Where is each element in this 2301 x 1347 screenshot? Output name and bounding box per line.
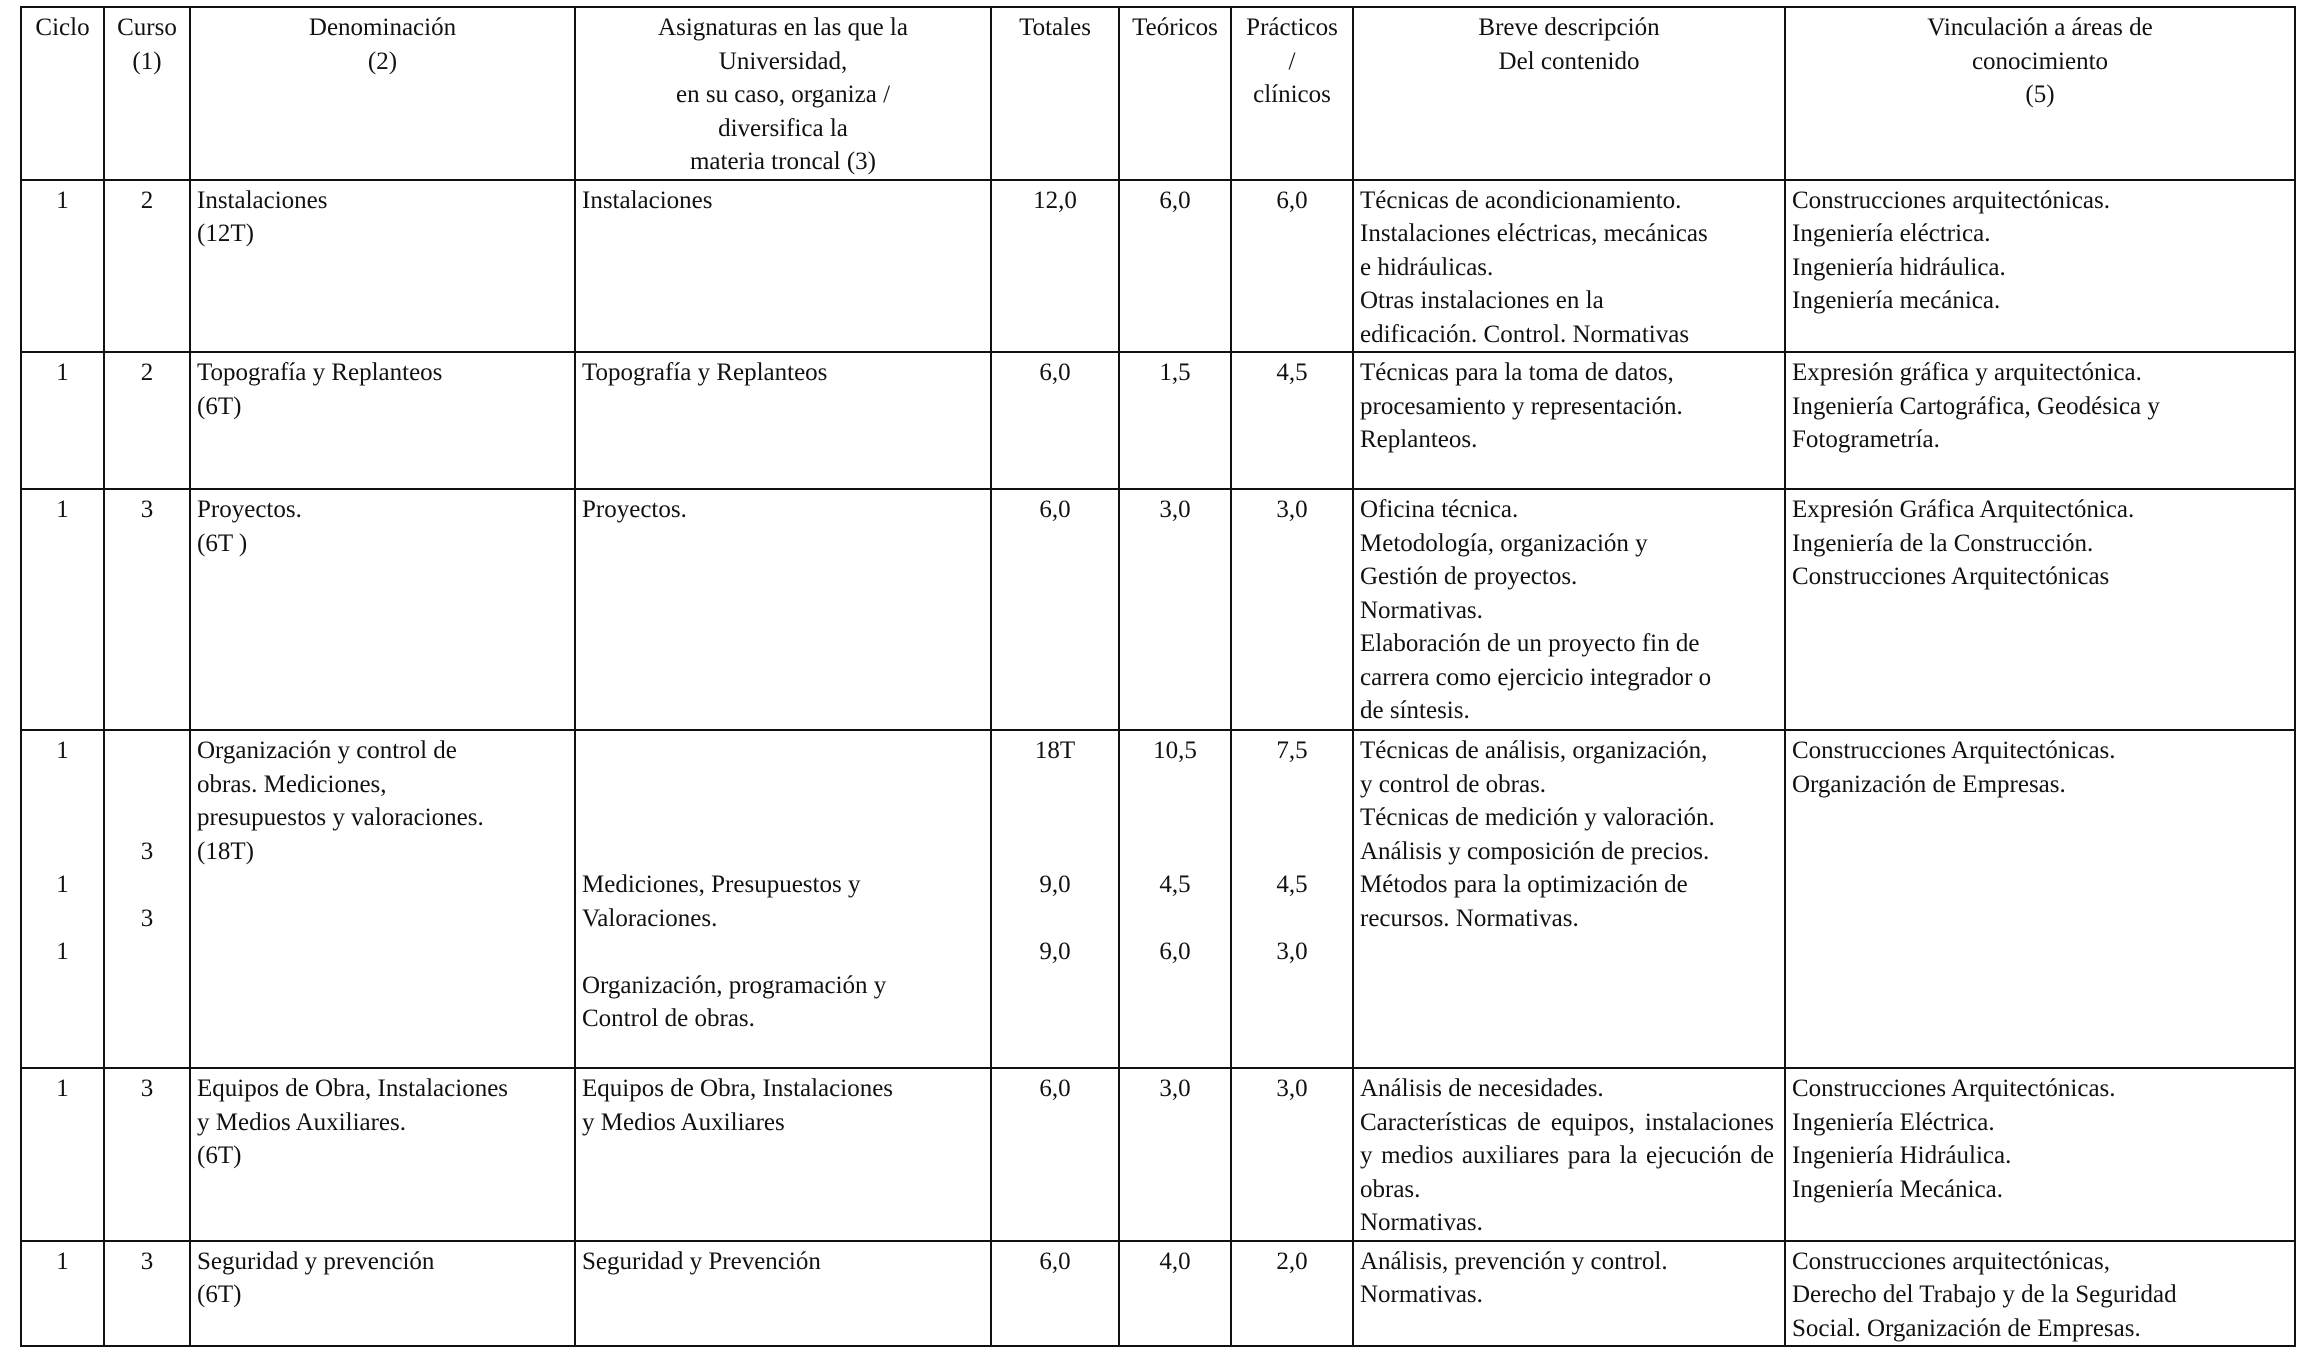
- cell-totales: 6,0: [991, 1068, 1119, 1241]
- header-totales: Totales: [991, 7, 1119, 180]
- cell-teoricos: 3,0: [1119, 1068, 1231, 1241]
- cell-denominacion: Proyectos. (6T ): [190, 489, 575, 730]
- cell-denominacion: Equipos de Obra, Instalaciones y Medios Auxiliares. (6T): [190, 1068, 575, 1241]
- table-row: [21, 730, 2295, 1068]
- cell-denominacion: Instalaciones (12T): [190, 180, 575, 353]
- cell-ciclo: 1: [21, 180, 104, 353]
- cell-descripcion: Oficina técnica. Metodología, organización y Gestión de proyectos. Normativas. Elaboración de un proyecto fin de carrera como ejercicio integrador o de síntesis.: [1353, 489, 1785, 730]
- cell-teoricos: 1,5: [1119, 352, 1231, 489]
- cell-vinculacion: Construcciones Arquitectónicas. Organización de Empresas.: [1785, 730, 2295, 1068]
- cell-totales: 18T 9,0 9,0: [991, 730, 1119, 1068]
- cell-ciclo: 1: [21, 1241, 104, 1347]
- cell-vinculacion: Construcciones Arquitectónicas. Ingeniería Eléctrica. Ingeniería Hidráulica. Ingeniería Mecánica.: [1785, 1068, 2295, 1241]
- materias-troncales-table: [20, 6, 2296, 1347]
- table-row: [21, 1241, 2295, 1347]
- cell-denominacion: Seguridad y prevención (6T): [190, 1241, 575, 1347]
- cell-asignaturas: Equipos de Obra, Instalaciones y Medios Auxiliares: [575, 1068, 991, 1241]
- cell-curso: 3: [104, 1068, 190, 1241]
- cell-asignaturas: Mediciones, Presupuestos y Valoraciones. Organización, programación y Control de obras.: [575, 730, 991, 1068]
- cell-denominacion: Topografía y Replanteos (6T): [190, 352, 575, 489]
- cell-practicos: 4,5: [1231, 352, 1353, 489]
- cell-teoricos: 3,0: [1119, 489, 1231, 730]
- cell-totales: 12,0: [991, 180, 1119, 353]
- cell-teoricos: 6,0: [1119, 180, 1231, 353]
- cell-asignaturas: Instalaciones: [575, 180, 991, 353]
- cell-curso: 3: [104, 489, 190, 730]
- cell-vinculacion: Construcciones arquitectónicas. Ingeniería eléctrica. Ingeniería hidráulica. Ingeniería mecánica.: [1785, 180, 2295, 353]
- cell-descripcion: Análisis de necesidades. Características de equipos, instalaciones y medios auxiliares para la ejecución de obras. Normativas.: [1353, 1068, 1785, 1241]
- cell-curso: 2: [104, 352, 190, 489]
- cell-curso: 2: [104, 180, 190, 353]
- table-row: [21, 352, 2295, 489]
- cell-practicos: 7,5 4,5 3,0: [1231, 730, 1353, 1068]
- header-practicos: Prácticos / clínicos: [1231, 7, 1353, 180]
- header-curso: Curso (1): [104, 7, 190, 180]
- cell-practicos: 6,0: [1231, 180, 1353, 353]
- cell-ciclo: 1 1 1: [21, 730, 104, 1068]
- cell-totales: 6,0: [991, 1241, 1119, 1347]
- cell-teoricos: 4,0: [1119, 1241, 1231, 1347]
- header-row: [21, 7, 2295, 180]
- table-row: [21, 489, 2295, 730]
- cell-vinculacion: Expresión gráfica y arquitectónica. Ingeniería Cartográfica, Geodésica y Fotogrametría.: [1785, 352, 2295, 489]
- header-teoricos: Teóricos: [1119, 7, 1231, 180]
- cell-totales: 6,0: [991, 352, 1119, 489]
- header-vinculacion: Vinculación a áreas de conocimiento (5): [1785, 7, 2295, 180]
- cell-asignaturas: Proyectos.: [575, 489, 991, 730]
- cell-teoricos: 10,5 4,5 6,0: [1119, 730, 1231, 1068]
- cell-vinculacion: Construcciones arquitectónicas, Derecho del Trabajo y de la Seguridad Social. Organización de Empresas.: [1785, 1241, 2295, 1347]
- header-descripcion: Breve descripción Del contenido: [1353, 7, 1785, 180]
- cell-curso: 3: [104, 1241, 190, 1347]
- header-ciclo: Ciclo: [21, 7, 104, 180]
- header-asignaturas: Asignaturas en las que la Universidad, en su caso, organiza / diversifica la materia troncal (3): [575, 7, 991, 180]
- cell-practicos: 2,0: [1231, 1241, 1353, 1347]
- cell-practicos: 3,0: [1231, 1068, 1353, 1241]
- cell-ciclo: 1: [21, 489, 104, 730]
- table-row: [21, 180, 2295, 353]
- cell-ciclo: 1: [21, 1068, 104, 1241]
- cell-practicos: 3,0: [1231, 489, 1353, 730]
- cell-descripcion: Técnicas para la toma de datos, procesamiento y representación. Replanteos.: [1353, 352, 1785, 489]
- cell-descripcion: Análisis, prevención y control. Normativas.: [1353, 1241, 1785, 1347]
- cell-ciclo: 1: [21, 352, 104, 489]
- cell-asignaturas: Seguridad y Prevención: [575, 1241, 991, 1347]
- cell-curso: 3 3: [104, 730, 190, 1068]
- cell-denominacion: Organización y control de obras. Mediciones, presupuestos y valoraciones. (18T): [190, 730, 575, 1068]
- table-row: [21, 1068, 2295, 1241]
- header-denominacion: Denominación (2): [190, 7, 575, 180]
- cell-asignaturas: Topografía y Replanteos: [575, 352, 991, 489]
- cell-descripcion: Técnicas de acondicionamiento. Instalaciones eléctricas, mecánicas e hidráulicas. Otras instalaciones en la edificación. Control. Normativas: [1353, 180, 1785, 353]
- cell-totales: 6,0: [991, 489, 1119, 730]
- cell-vinculacion: Expresión Gráfica Arquitectónica. Ingeniería de la Construcción. Construcciones Arquitectónicas: [1785, 489, 2295, 730]
- cell-descripcion: Técnicas de análisis, organización, y control de obras. Técnicas de medición y valoración. Análisis y composición de precios. Métodos para la optimización de recursos. Normativas.: [1353, 730, 1785, 1068]
